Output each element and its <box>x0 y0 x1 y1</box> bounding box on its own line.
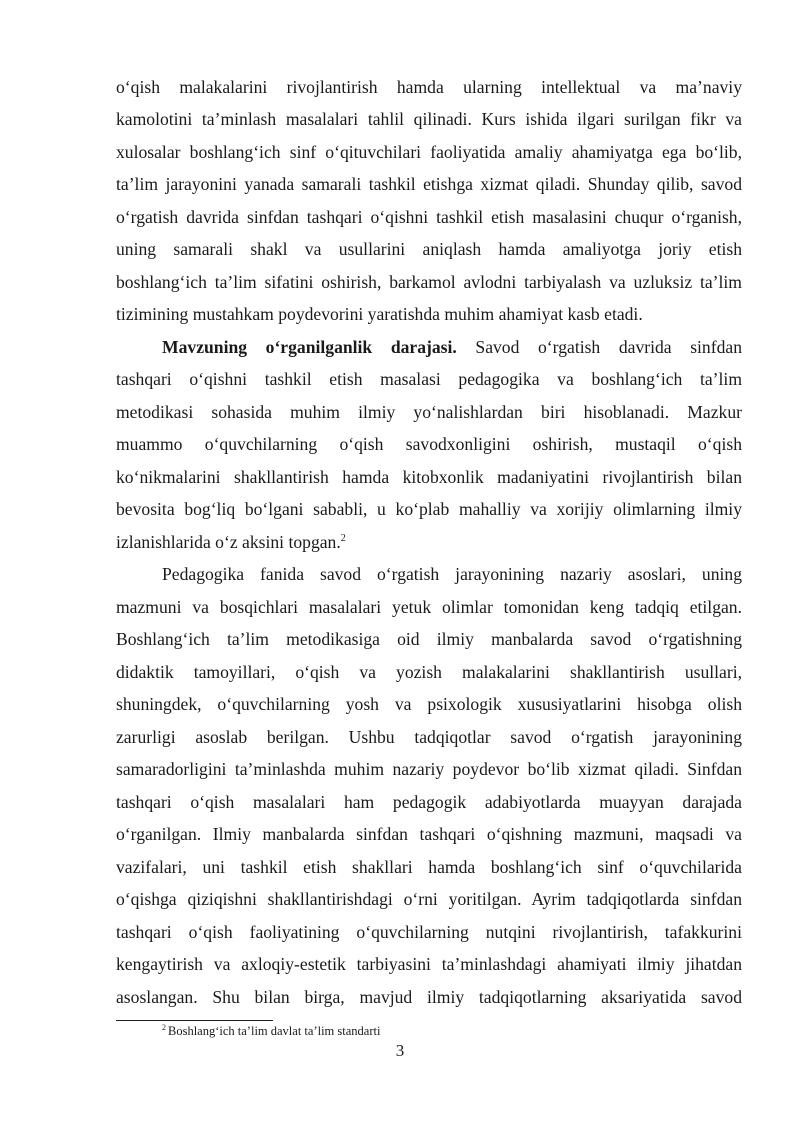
paragraph-first-line <box>162 335 742 359</box>
body-text-line: kamolotini ta’minlash masalalari tahlil qilinadi. Kurs ishida ilgari surilgan fikr va <box>116 109 742 129</box>
page-number: 3 <box>395 1041 405 1060</box>
body-text-line: o‘qish malakalarini rivojlantirish hamda ularning intellektual va ma’naviy <box>116 77 742 97</box>
paragraph-last-line <box>116 530 742 554</box>
footnote-separator <box>116 1020 273 1021</box>
body-text-line: ta’lim jarayonini yanada samarali tashkil etishga xizmat qiladi. Shunday qilib, savod <box>116 174 742 194</box>
body-text-line: o‘qishga qiziqishni shakllantirishdagi o‘rni yoritilgan. Ayrim tadqiqotlarda sinfdan <box>116 889 742 909</box>
body-text-line: Boshlang‘ich ta’lim metodikasiga oid ilmiy manbalarda savod o‘rgatishning <box>116 629 742 649</box>
footnote <box>162 1022 380 1040</box>
footnote-text: Boshlang‘ich ta’lim davlat ta’lim standarti <box>168 1024 381 1038</box>
body-text-line: o‘rgatish davrida sinfdan tashqari o‘qishni tashkil etish masalasini chuqur o‘rganish, <box>116 207 742 227</box>
body-text-line: tashqari o‘qish masalalari ham pedagogik adabiyotlarda muayyan darajada <box>116 792 742 812</box>
body-text-line: tashqari o‘qish faoliyatining o‘quvchilarning nutqini rivojlantirish, tafakkurini <box>116 922 742 942</box>
body-text-line: ko‘nikmalarini shakllantirish hamda kitobxonlik madaniyatini rivojlantirish bilan <box>116 467 742 487</box>
body-text-line: o‘rganilgan. Ilmiy manbalarda sinfdan tashqari o‘qishning mazmuni, maqsadi va <box>116 824 742 844</box>
body-text-line: tizimining mustahkam poydevorini yaratishda muhim ahamiyat kasb etadi. <box>116 304 643 324</box>
body-text-line: Pedagogika fanida savod o‘rgatish jarayonining nazariy asoslari, uning <box>162 564 742 584</box>
body-text-run: izlanishlarida o‘z aksini topgan. <box>116 532 341 552</box>
body-text-line: didaktik tamoyillari, o‘qish va yozish malakalarini shakllantirish usullari, <box>116 662 742 682</box>
body-text-line: zarurligi asoslab berilgan. Ushbu tadqiqotlar savod o‘rgatish jarayonining <box>116 727 742 747</box>
body-text-line: samaradorligini ta’minlashda muhim nazariy poydevor bo‘lib xizmat qiladi. Sinfdan <box>116 759 742 779</box>
body-text-line: muammo o‘quvchilarning o‘qish savodxonligini oshirish, mustaqil o‘qish <box>116 434 742 454</box>
body-text-line: asoslangan. Shu bilan birga, mavjud ilmiy tadqiqotlarning aksariyatida savod <box>116 987 742 1007</box>
body-text-run: Savod o‘rgatish davrida sinfdan <box>456 337 742 357</box>
body-text-line: metodikasi sohasida muhim ilmiy yo‘nalishlardan biri hisoblanadi. Mazkur <box>116 402 742 422</box>
body-text-line: xulosalar boshlang‘ich sinf o‘qituvchilari faoliyatida amaliy ahamiyatga ega bo‘lib, <box>116 142 742 162</box>
body-text-line: mazmuni va bosqichlari masalalari yetuk olimlar tomonidan keng tadqiq etilgan. <box>116 597 742 617</box>
body-text-line: kengaytirish va axloqiy-estetik tarbiyasini ta’minlashdagi ahamiyati ilmiy jihatdan <box>116 954 742 974</box>
footnote-reference[interactable]: 2 <box>340 533 346 544</box>
body-text-line: bevosita bog‘liq bo‘lgani sababli, u ko‘plab mahalliy va xorijiy olimlarning ilmiy <box>116 499 742 519</box>
body-text-line: vazifalari, uni tashkil etish shakllari hamda boshlang‘ich sinf o‘quvchilarida <box>116 857 742 877</box>
section-heading: Mavzuning o‘rganilganlik darajasi. <box>162 337 457 357</box>
body-text-line: tashqari o‘qishni tashkil etish masalasi pedagogika va boshlang‘ich ta’lim <box>116 369 742 389</box>
body-text-line: uning samarali shakl va usullarini aniqlash hamda amaliyotga joriy etish <box>116 239 742 259</box>
body-text-line: shuningdek, o‘quvchilarning yosh va psixologik xususiyatlarini hisobga olish <box>116 694 742 714</box>
footnote-marker: 2 <box>162 1023 166 1032</box>
body-text-line: boshlang‘ich ta’lim sifatini oshirish, barkamol avlodni tarbiyalash va uzluksiz ta’lim <box>116 272 742 292</box>
